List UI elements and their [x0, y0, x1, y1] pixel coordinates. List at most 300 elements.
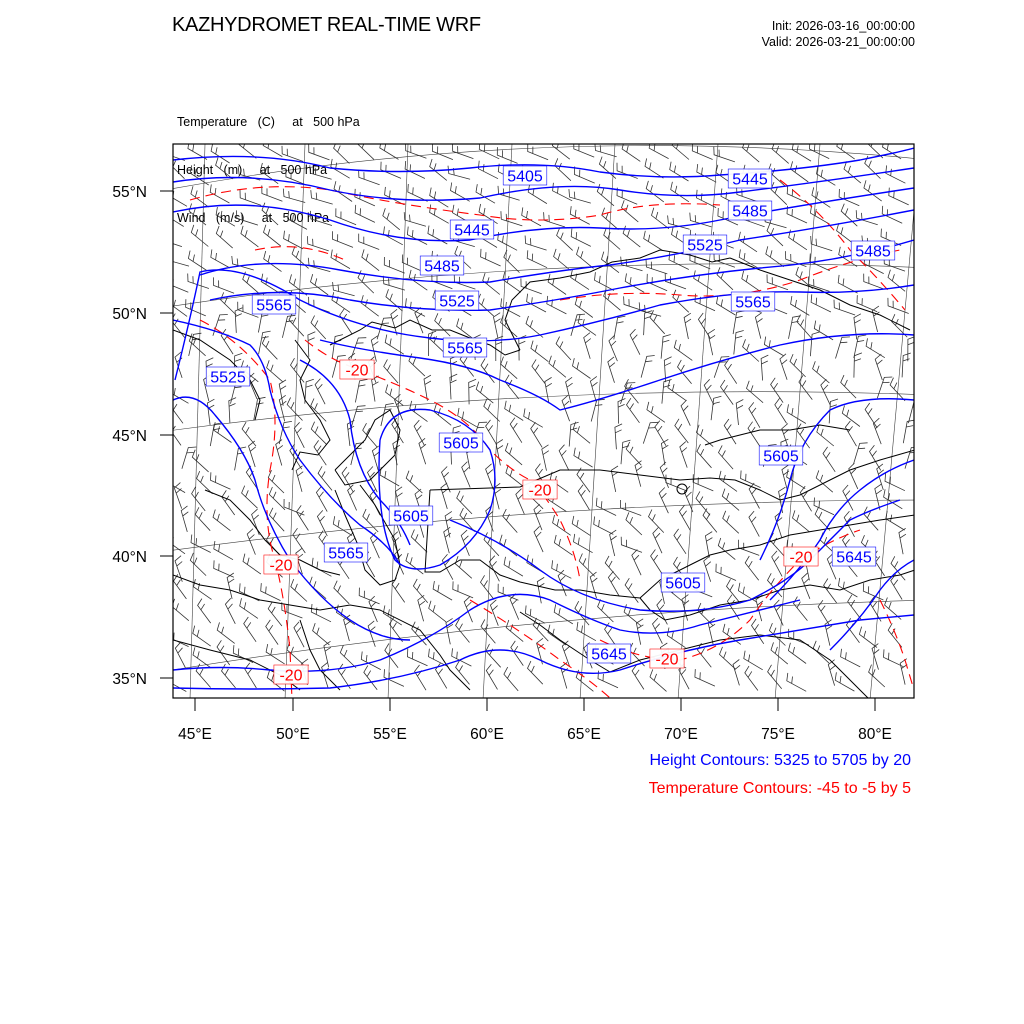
wind-barb	[287, 397, 302, 420]
wind-barb	[305, 379, 314, 403]
svg-text:5605: 5605	[763, 448, 799, 466]
wind-barb	[532, 359, 545, 383]
wind-barb	[744, 651, 763, 670]
wind-barb	[810, 332, 819, 356]
wind-barb	[602, 252, 620, 273]
wind-barb	[749, 511, 759, 536]
wind-barb	[679, 505, 690, 530]
wind-barb	[899, 528, 906, 554]
svg-text:5565: 5565	[735, 294, 771, 312]
wind-barb	[453, 581, 473, 598]
wind-barb	[842, 406, 860, 427]
wind-barb	[745, 666, 758, 690]
wind-barb	[194, 579, 212, 599]
wind-barb	[885, 473, 905, 491]
svg-text:5485: 5485	[732, 203, 768, 221]
wind-barb	[191, 186, 209, 207]
wind-barb	[225, 598, 235, 624]
wind-barb	[229, 398, 236, 423]
wind-barb	[193, 626, 211, 647]
wind-barb	[780, 354, 787, 380]
wind-barb	[407, 649, 427, 666]
wind-barb	[167, 252, 189, 266]
wind-barb	[761, 355, 768, 380]
wind-barb	[430, 205, 449, 224]
wind-barb	[161, 232, 182, 247]
wind-barb	[772, 551, 782, 577]
wind-barb	[486, 464, 494, 490]
temperature-contour-label	[650, 649, 684, 669]
svg-text:5605: 5605	[665, 575, 701, 593]
wind-barb	[537, 577, 544, 603]
wind-barb	[411, 530, 427, 553]
wind-barb	[649, 140, 668, 158]
wind-barb	[672, 138, 689, 160]
wind-barb	[903, 420, 915, 443]
wind-barb	[772, 142, 789, 164]
wind-barb	[385, 187, 405, 205]
wind-barb	[552, 138, 569, 159]
wind-barb	[478, 294, 494, 316]
wind-barb	[596, 498, 616, 516]
wind-barb	[737, 187, 758, 202]
wind-barb	[333, 282, 355, 296]
wind-barb	[650, 669, 667, 691]
wind-barb	[242, 486, 258, 509]
wind-barb	[650, 310, 665, 334]
wind-barb	[221, 329, 233, 354]
svg-text:5525: 5525	[439, 293, 475, 311]
wind-barb	[384, 359, 398, 383]
wind-barb	[358, 137, 374, 160]
wind-barb	[483, 273, 500, 295]
wind-barb	[789, 230, 807, 250]
wind-barb	[197, 471, 213, 494]
wind-barb	[723, 511, 739, 534]
wind-barb	[311, 422, 327, 445]
svg-text:5565: 5565	[447, 340, 483, 358]
wind-barb	[486, 664, 497, 689]
wind-barb	[621, 537, 642, 553]
wind-barb	[790, 354, 806, 377]
wind-barb	[418, 595, 425, 621]
lat-label: 35°N	[112, 671, 147, 688]
wind-barb	[554, 535, 572, 555]
wind-barb	[386, 385, 404, 406]
wind-barb	[364, 665, 377, 689]
wind-barb	[625, 273, 644, 292]
wind-barb	[692, 143, 712, 160]
wind-barb	[481, 575, 495, 599]
wind-barb	[324, 641, 331, 667]
wind-barb	[263, 138, 282, 157]
wind-barb	[294, 422, 304, 448]
longitude-labels	[178, 726, 892, 743]
wind-barb	[794, 597, 808, 621]
wind-barb	[661, 335, 671, 359]
wind-barb	[166, 474, 185, 493]
wind-barb	[415, 307, 423, 333]
lon-label: 55°E	[373, 726, 407, 743]
wind-barb	[527, 555, 546, 574]
wind-barb	[170, 399, 183, 423]
wind-barb	[311, 274, 329, 295]
wind-barb	[405, 161, 425, 179]
wind-barb	[522, 207, 541, 226]
latitude-labels	[112, 184, 147, 688]
field-temperature: Temperature (C) at 500 hPa	[177, 115, 360, 129]
wind-barb	[504, 667, 518, 691]
wind-barb	[554, 249, 571, 271]
wind-barb	[626, 442, 641, 465]
wind-barb	[681, 400, 690, 426]
wind-barb	[549, 356, 566, 378]
height-contour-label	[587, 644, 631, 664]
wind-barb	[311, 316, 326, 340]
wind-barb	[531, 341, 549, 362]
wind-barb	[309, 297, 330, 312]
height-contour-label	[450, 220, 494, 240]
wind-barb	[787, 469, 806, 489]
wind-barb	[359, 234, 380, 250]
wind-barb	[837, 139, 855, 160]
wind-barb	[814, 498, 834, 515]
wind-barb	[572, 516, 590, 536]
wind-barb	[718, 538, 735, 560]
wind-barb	[310, 577, 327, 599]
wind-barb	[719, 445, 734, 469]
svg-text:-20: -20	[345, 362, 369, 380]
wind-barb	[510, 418, 522, 443]
svg-text:5565: 5565	[328, 545, 364, 563]
wind-barb	[476, 184, 495, 203]
wind-barb	[739, 232, 757, 252]
wind-barb	[787, 206, 807, 223]
wind-barb	[442, 467, 451, 493]
wind-barb	[290, 444, 302, 469]
wind-barb	[213, 510, 230, 531]
wind-barb	[888, 623, 902, 647]
wind-barb	[719, 471, 737, 492]
svg-text:5645: 5645	[591, 646, 627, 664]
wind-barb	[262, 186, 283, 202]
wind-barb	[595, 272, 615, 290]
wind-barb	[371, 336, 378, 362]
wind-barb	[693, 474, 713, 491]
wind-barb	[626, 512, 642, 535]
wind-barb	[877, 377, 892, 398]
wind-barb	[647, 402, 665, 422]
field-wind: Wind (m/s) at 500 hPa	[177, 211, 330, 225]
wind-barb	[527, 250, 547, 267]
wind-barb	[182, 447, 196, 469]
wind-barb	[181, 506, 188, 532]
wind-barb	[733, 660, 740, 686]
wind-barb	[708, 329, 715, 355]
wind-barb	[816, 470, 833, 492]
wind-barb	[407, 227, 427, 245]
wind-barb	[190, 165, 209, 185]
wind-barb	[632, 550, 641, 576]
wind-barb	[454, 274, 475, 289]
svg-text:5605: 5605	[443, 435, 479, 453]
wind-barb	[333, 231, 354, 247]
wind-barb	[496, 440, 503, 466]
wind-barb	[190, 553, 206, 576]
wind-barb	[755, 313, 762, 339]
wind-barb	[884, 489, 903, 509]
wind-barb	[262, 336, 277, 359]
wind-barb	[854, 314, 861, 340]
svg-text:5485: 5485	[855, 243, 891, 261]
lat-label: 50°N	[112, 306, 147, 323]
wind-barb	[313, 623, 330, 645]
valid-time: Valid: 2026-03-21_00:00:00	[761, 35, 915, 49]
wind-barb	[406, 553, 423, 574]
wind-barb	[239, 137, 256, 158]
wind-barb	[506, 465, 523, 486]
wind-barb	[235, 308, 242, 333]
wind-barb	[267, 360, 284, 382]
wind-barb	[573, 422, 590, 444]
height-contour-label	[728, 169, 772, 189]
svg-text:5525: 5525	[687, 237, 723, 255]
wind-barb	[172, 599, 189, 621]
wind-barb	[284, 231, 303, 249]
wind-barb	[445, 511, 452, 537]
wind-barb	[264, 251, 282, 272]
wind-barb	[886, 511, 905, 530]
height-contour-label	[851, 241, 895, 261]
wind-barb	[799, 375, 812, 399]
temperature-contour-label	[274, 665, 308, 685]
wind-barb	[528, 144, 548, 160]
wind-barb	[668, 380, 686, 401]
wind-barb	[457, 491, 472, 514]
wind-barb	[534, 504, 542, 530]
wind-barb	[873, 418, 881, 444]
wind-barb	[578, 485, 589, 510]
temperature-contour-label	[523, 480, 557, 500]
wind-barb	[557, 228, 573, 250]
svg-text:-20: -20	[789, 549, 813, 567]
lon-label: 45°E	[178, 726, 212, 743]
wind-barb	[478, 161, 498, 179]
wind-barb	[653, 618, 663, 644]
lon-label: 80°E	[858, 726, 892, 743]
wind-barb	[788, 643, 806, 664]
wind-barb	[245, 663, 257, 688]
wind-barb	[662, 380, 672, 404]
height-contour-label	[832, 547, 876, 567]
wind-barb	[844, 161, 861, 183]
wind-barb	[594, 516, 614, 534]
height-contour-label	[661, 573, 705, 593]
wind-barb	[684, 313, 691, 339]
svg-text:-20: -20	[655, 651, 679, 669]
wind-barb	[450, 374, 457, 399]
wind-barb	[584, 333, 591, 359]
coastlines	[173, 250, 915, 700]
wind-barb	[386, 289, 403, 311]
wind-barb	[829, 399, 838, 423]
wind-barb	[284, 499, 304, 515]
wind-barb	[198, 599, 211, 624]
wind-barb	[282, 315, 295, 338]
init-time: Init: 2026-03-16_00:00:00	[771, 19, 915, 33]
wind-barb	[604, 289, 621, 311]
wind-barb	[886, 165, 906, 183]
wind-barb	[845, 421, 856, 446]
wind-barbs	[161, 136, 923, 692]
wind-barb	[408, 184, 428, 201]
wind-barb	[505, 443, 522, 465]
height-contour-label	[420, 256, 464, 276]
wind-barb	[175, 642, 185, 668]
wind-barb	[660, 462, 668, 488]
height-contour-label	[731, 292, 775, 312]
wind-barb	[170, 384, 189, 403]
wind-barb	[363, 423, 377, 447]
wind-barb	[559, 445, 569, 471]
wind-barb	[211, 249, 230, 268]
wind-barb	[444, 527, 451, 553]
wind-barb	[266, 620, 278, 645]
wind-barb	[569, 189, 591, 203]
wind-barb	[756, 595, 763, 621]
wind-barb	[269, 487, 285, 510]
wind-barb	[433, 143, 453, 159]
wind-barb	[811, 294, 831, 312]
wind-barb	[232, 256, 254, 270]
height-contour-label	[206, 367, 250, 387]
wind-barb	[849, 463, 858, 489]
svg-text:5605: 5605	[393, 508, 429, 526]
lon-label: 75°E	[761, 726, 795, 743]
wind-barb	[577, 247, 594, 269]
lon-label: 60°E	[470, 726, 504, 743]
wind-barb	[267, 533, 282, 557]
wind-barb	[745, 556, 759, 580]
wind-barb	[697, 444, 712, 468]
wind-barb	[711, 396, 721, 420]
wind-barb	[244, 617, 256, 642]
wind-barb	[268, 470, 284, 493]
wind-barb	[293, 528, 305, 553]
wind-barb	[671, 182, 689, 202]
wind-barb	[574, 141, 594, 157]
wind-barb	[697, 164, 716, 182]
lat-label: 40°N	[112, 549, 147, 566]
wind-barb	[429, 601, 446, 622]
wind-barb	[332, 335, 343, 359]
wind-barb	[869, 665, 885, 687]
wind-barb	[725, 359, 737, 384]
wind-barb	[608, 571, 619, 596]
wind-barb	[214, 277, 235, 293]
wind-barb	[866, 338, 885, 357]
wind-barb	[625, 578, 638, 602]
wind-barb	[311, 604, 331, 622]
wind-barb	[441, 483, 448, 509]
wind-barb	[659, 488, 668, 514]
wind-barb	[211, 143, 230, 163]
svg-text:5485: 5485	[424, 258, 460, 276]
wind-barb	[261, 583, 281, 601]
wind-barb	[741, 471, 761, 488]
wind-barb	[191, 225, 208, 247]
height-contour-label	[439, 433, 483, 453]
wind-barb	[355, 205, 375, 223]
wind-barb	[433, 581, 452, 600]
wind-barb	[630, 329, 640, 355]
map-title: KAZHYDROMET REAL-TIME WRF	[172, 14, 481, 36]
wind-barb	[675, 419, 689, 443]
svg-text:5445: 5445	[732, 171, 768, 189]
wind-barb	[752, 619, 764, 644]
wind-barb	[555, 158, 571, 180]
wind-barb	[571, 229, 591, 247]
wind-barb	[236, 210, 258, 225]
wind-barb	[836, 337, 850, 359]
temperature-contour-label	[340, 360, 374, 380]
wind-barb	[384, 257, 404, 273]
wind-barb	[309, 144, 330, 160]
wind-barb	[775, 398, 787, 423]
wind-barb	[905, 447, 919, 469]
svg-text:5645: 5645	[836, 549, 872, 567]
lat-label: 45°N	[112, 428, 147, 445]
wind-barb	[211, 472, 231, 489]
wind-barb	[670, 162, 689, 181]
wind-barb	[315, 379, 325, 405]
wind-barb	[614, 316, 626, 339]
wind-barb	[767, 274, 788, 289]
wind-barb	[241, 226, 259, 247]
wind-barb	[573, 358, 591, 378]
wind-barb	[332, 292, 350, 312]
lon-label: 50°E	[276, 726, 310, 743]
wind-barb	[393, 439, 400, 465]
height-contour-label	[728, 201, 772, 221]
svg-text:5445: 5445	[454, 222, 490, 240]
wind-barb	[649, 510, 664, 533]
wind-barb	[383, 208, 400, 230]
wind-barb	[674, 340, 692, 361]
wind-barb	[318, 466, 332, 490]
wind-barb	[695, 669, 715, 686]
wind-barb	[383, 605, 402, 625]
wind-barb	[283, 189, 305, 203]
wind-barb	[481, 249, 501, 266]
wind-barb	[168, 421, 181, 446]
wind-barb	[174, 483, 181, 509]
wind-barb	[859, 627, 877, 648]
wind-barb	[310, 211, 332, 226]
wind-barb	[566, 377, 573, 403]
height-contour-label	[252, 295, 296, 315]
wind-barb	[812, 187, 830, 207]
wind-barb	[415, 665, 426, 690]
wind-barb	[595, 143, 617, 157]
wind-barb	[217, 622, 235, 643]
wind-barb	[247, 529, 255, 555]
wind-barb	[791, 161, 809, 182]
wind-barb	[696, 491, 710, 515]
wind-barb	[216, 226, 232, 248]
wind-barb	[853, 443, 867, 465]
wind-barb	[570, 206, 589, 224]
